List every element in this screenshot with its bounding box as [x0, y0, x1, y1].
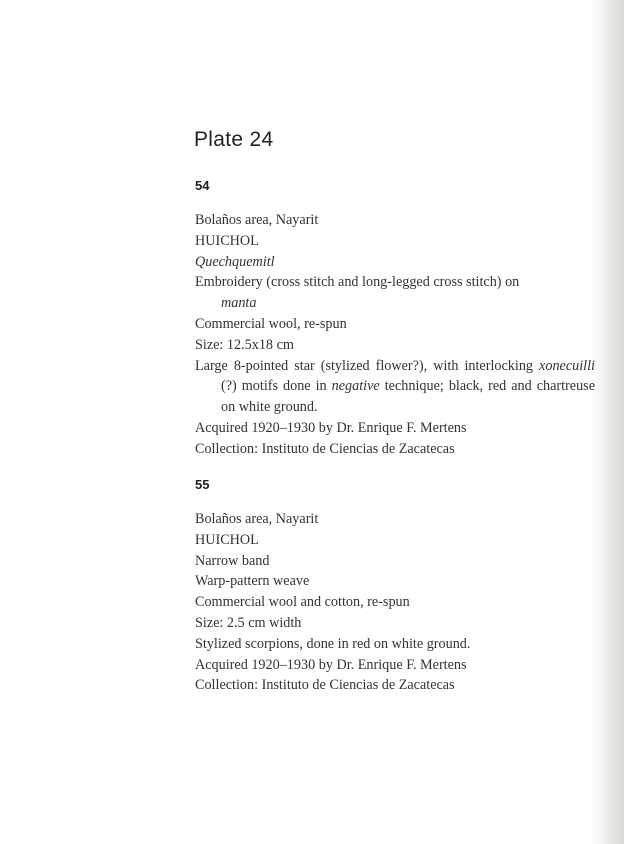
- catalog-entry-54: [195, 178, 595, 460]
- entry-description-part-c: (?) motifs done in: [221, 378, 332, 395]
- entry-area: Bolaños area, Nayarit: [195, 511, 319, 527]
- entry-technique-fabric: manta: [221, 295, 257, 312]
- entry-technique-text: Embroidery (cross stitch and long-legged cross stitch) on: [195, 274, 520, 291]
- entry-material: Commercial wool, re-spun: [195, 315, 347, 332]
- entry-number: 55: [195, 477, 210, 492]
- entry-material: Commercial wool and cotton, re-spun: [195, 594, 410, 611]
- entry-object: Narrow band: [195, 552, 270, 569]
- entry-size: Size: 12.5x18 cm: [195, 336, 294, 353]
- entry-description: Stylized scorpions, done in red on white ground.: [195, 635, 471, 652]
- entry-description-term-negative: negative: [331, 378, 380, 395]
- entry-description: [195, 356, 595, 418]
- entry-number: 54: [195, 178, 210, 193]
- entry-technique: Warp-pattern weave: [195, 573, 310, 590]
- entry-size: Size: 2.5 cm width: [195, 614, 302, 631]
- plate-title: Plate 24: [194, 128, 274, 151]
- entry-area: Bolaños area, Nayarit: [195, 212, 319, 228]
- entry-group: HUICHOL: [195, 531, 259, 548]
- entry-acquired: Acquired 1920–1930 by Dr. Enrique F. Mertens: [195, 656, 467, 673]
- entry-technique: [195, 272, 595, 314]
- entry-acquired: Acquired 1920–1930 by Dr. Enrique F. Mertens: [195, 419, 467, 436]
- entry-collection: Collection: Instituto de Ciencias de Zacatecas: [195, 677, 455, 694]
- catalog-entry-55: [195, 477, 595, 696]
- entry-group: HUICHOL: [195, 232, 259, 249]
- entry-native-name: Quechquemitl: [195, 253, 275, 270]
- entry-description-part-a: Large 8-pointed star (stylized flower?), with interlocking: [195, 357, 534, 374]
- entry-description-part-e: technique; black, red and chartreuse on white ground.: [221, 378, 596, 416]
- entry-collection: Collection: Instituto de Ciencias de Zacatecas: [195, 440, 455, 457]
- entry-description-term-xonecuilli: xonecuilli: [539, 357, 595, 374]
